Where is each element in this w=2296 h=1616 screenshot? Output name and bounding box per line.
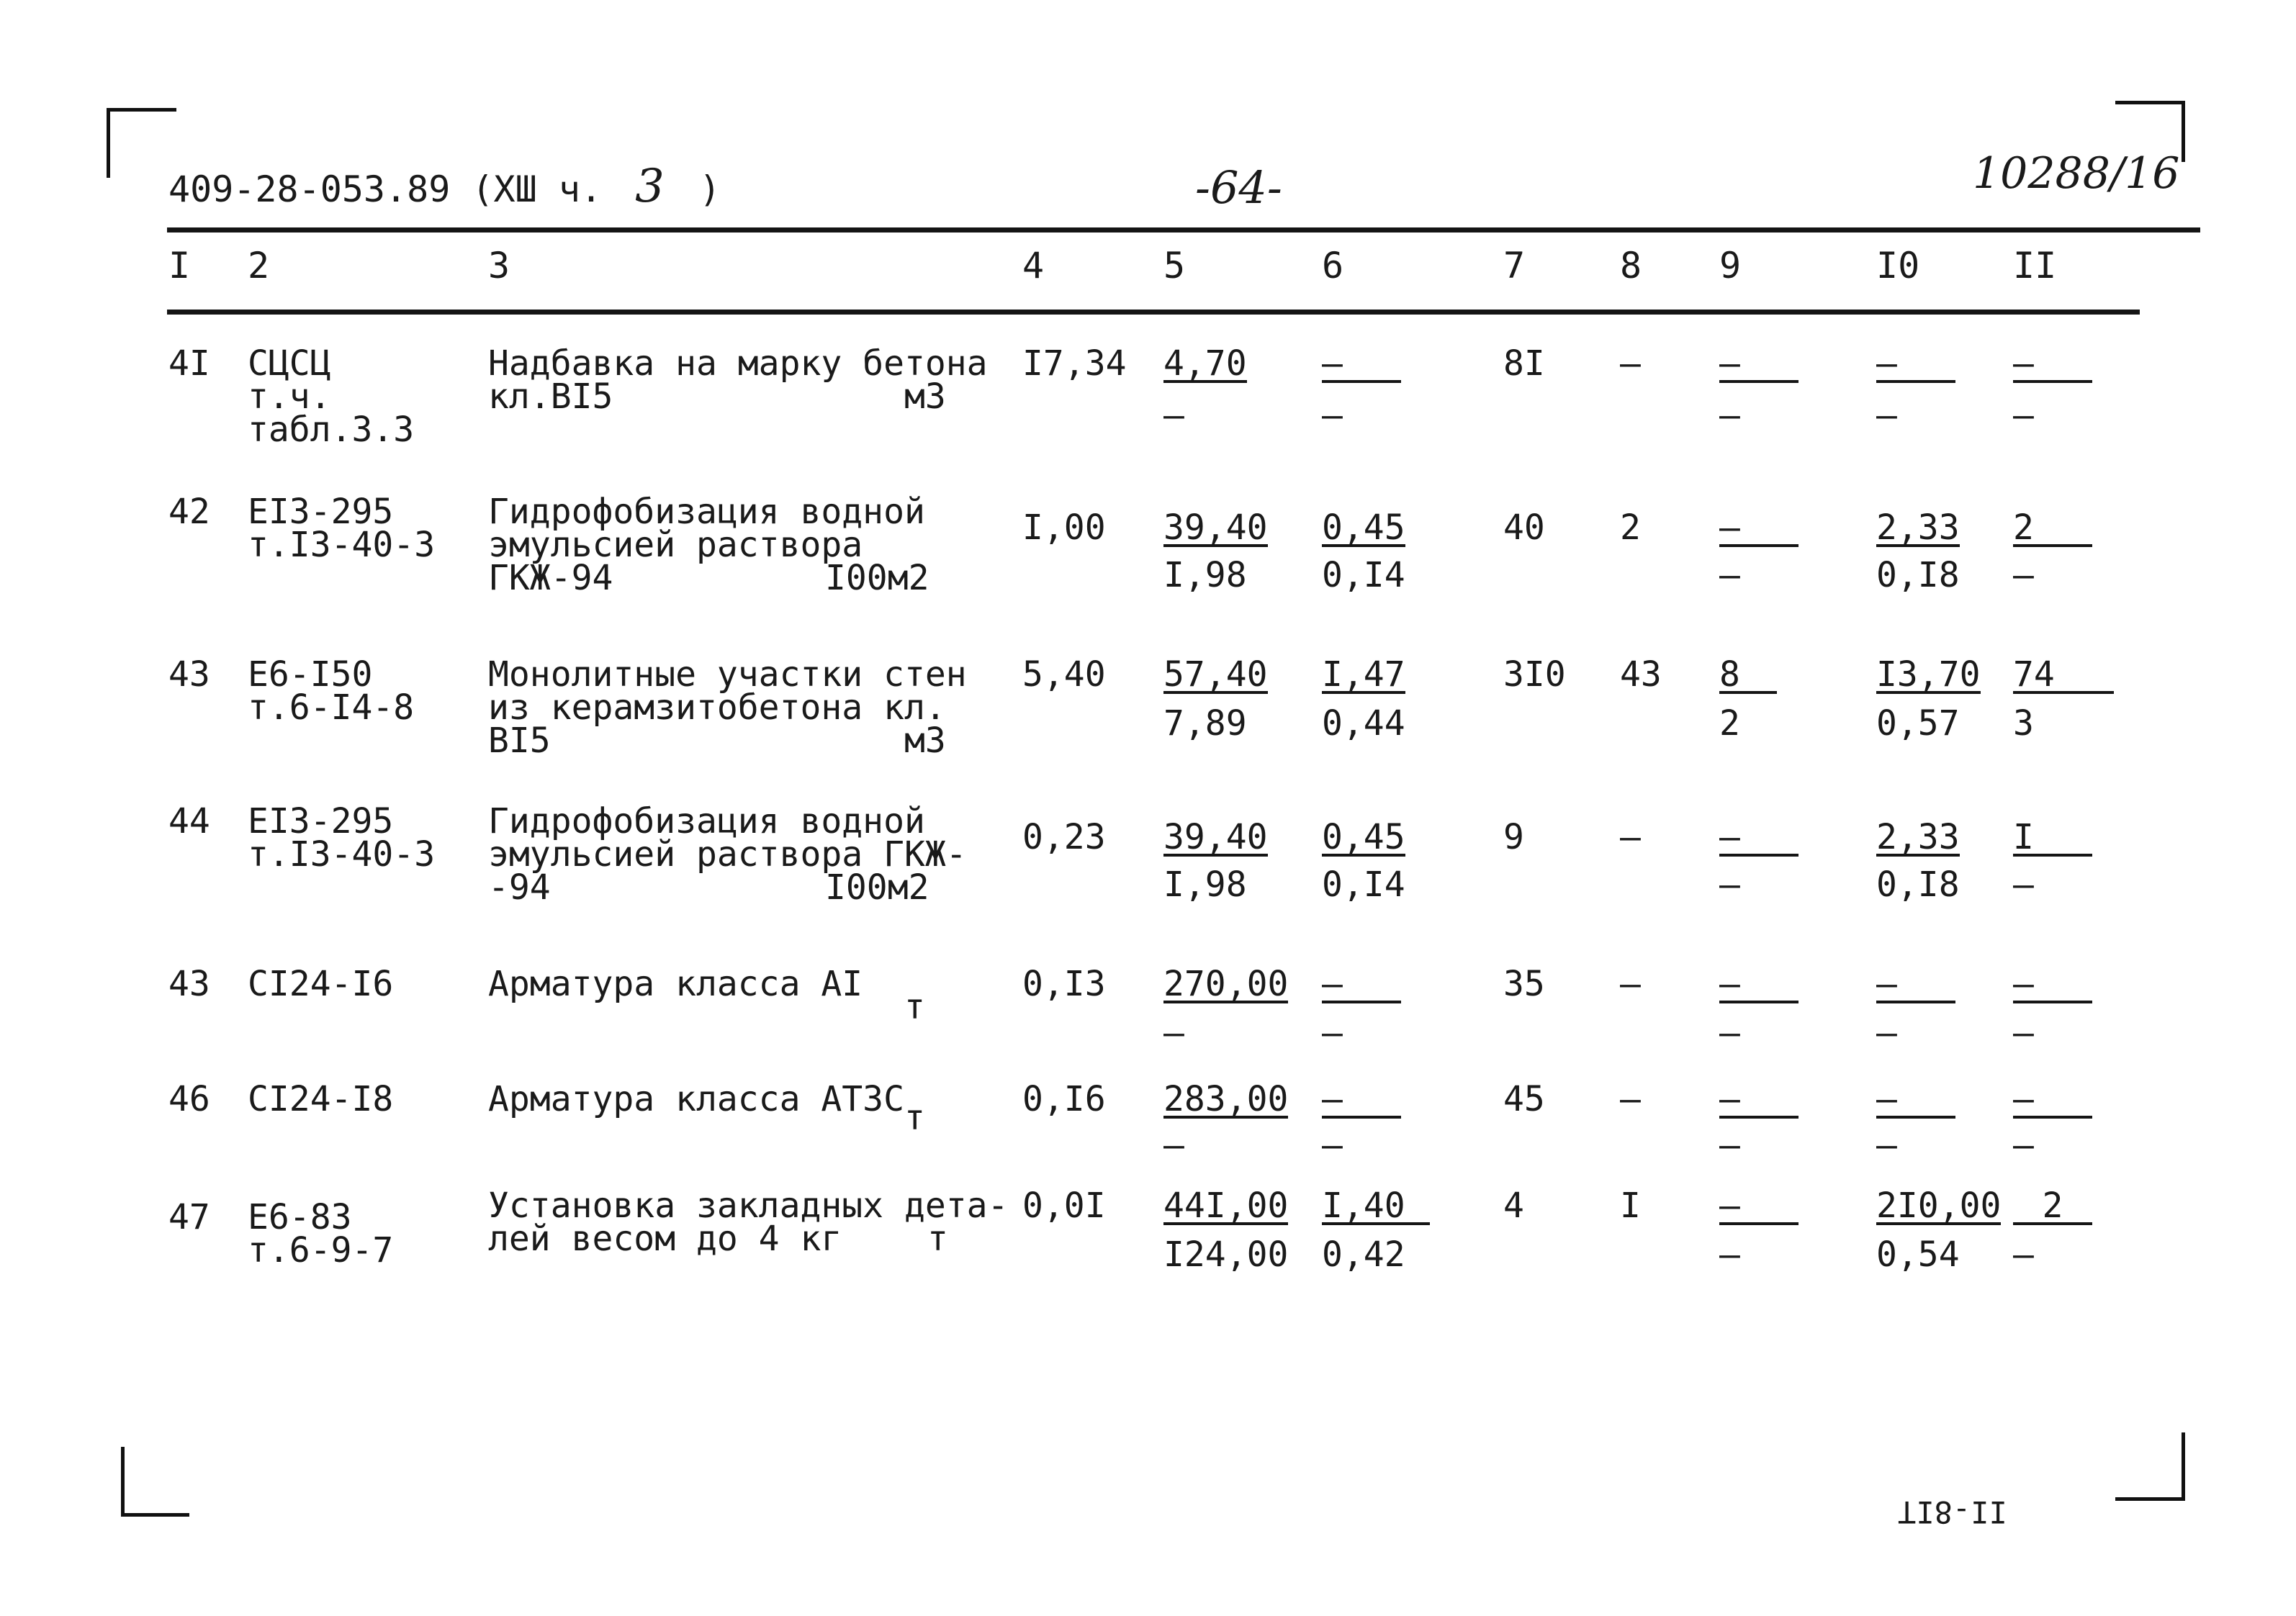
labour-per-unit-mach: 0,I8 <box>1876 865 1960 905</box>
machine-cost-wages: 0,I4 <box>1322 865 1405 905</box>
rate-code: т.6-I4-8 <box>248 687 415 728</box>
corner-mark-bottom-left <box>121 1447 189 1517</box>
labour-total: 74 <box>2013 658 2114 694</box>
machine-cost-wages: – <box>1322 1125 1343 1165</box>
machine-total: 8 <box>1719 658 1777 694</box>
work-description: Монолитные участки стен <box>488 654 967 695</box>
rate-code: т.ч. <box>248 376 331 417</box>
machine-cost: I,40 <box>1322 1189 1430 1225</box>
labour-total-mach: – <box>2013 395 2034 435</box>
unit-cost: 270,00 <box>1163 964 1289 1004</box>
labour-per-unit-mach: 0,57 <box>1876 703 1960 744</box>
sheet-reference: 10288/16 <box>1973 148 2180 199</box>
rate-code: CI24-I8 <box>248 1079 394 1119</box>
machine-cost: 0,45 <box>1322 817 1405 857</box>
rate-code: EI3-295 <box>248 492 394 532</box>
work-description: -94 <box>488 867 551 908</box>
unit: I00м2 <box>825 558 929 598</box>
work-description: эмульсией раствора <box>488 525 863 565</box>
column-header: 4 <box>1022 245 1045 286</box>
unit-cost: 39,40 <box>1163 817 1268 857</box>
quantity: 5,40 <box>1022 654 1106 695</box>
quantity: 0,0I <box>1022 1186 1106 1226</box>
machine-cost: – <box>1322 1083 1401 1119</box>
work-description: Арматура класса АI <box>488 964 863 1004</box>
rate-code: E6-83 <box>248 1197 352 1237</box>
part-number: 3 <box>635 160 665 213</box>
row-number: 43 <box>168 964 210 1004</box>
column-header: 2 <box>248 245 270 286</box>
quantity: 0,I3 <box>1022 964 1106 1004</box>
rate-code: EI3-295 <box>248 801 394 841</box>
total-cost: 4 <box>1503 1186 1524 1226</box>
table-top-rule <box>167 227 2200 233</box>
column-header: I <box>168 245 191 286</box>
unit-cost: 4,70 <box>1163 343 1247 384</box>
unit: м3 <box>904 721 946 761</box>
column-header: 5 <box>1163 245 1186 286</box>
labour-total-mach: – <box>2013 1234 2034 1275</box>
rate-code: т.I3-40-3 <box>248 525 436 565</box>
work-description: Гидрофобизация водной <box>488 801 925 841</box>
labour-per-unit: 2,33 <box>1876 507 1960 548</box>
row-number: 43 <box>168 654 210 695</box>
work-description: Установка закладных дета- <box>488 1186 1009 1226</box>
unit-cost: 57,40 <box>1163 654 1268 695</box>
machine-cost-wages: – <box>1322 1013 1343 1053</box>
unit-cost: 39,40 <box>1163 507 1268 548</box>
machine-total: – <box>1719 967 1798 1003</box>
corner-mark-bottom-right <box>2115 1432 2185 1501</box>
machine-cost: I,47 <box>1322 654 1405 695</box>
quantity: I7,34 <box>1022 343 1127 384</box>
column-header: 7 <box>1503 245 1526 286</box>
work-description: из керамзитобетона кл. <box>488 687 946 728</box>
work-description: BI5 <box>488 721 551 761</box>
row-number: 4I <box>168 343 210 384</box>
column-header: 6 <box>1322 245 1344 286</box>
table-header-rule <box>167 310 2140 315</box>
rate-code: табл.3.3 <box>248 410 415 450</box>
quantity: I,00 <box>1022 507 1106 548</box>
wages-total: 2 <box>1620 507 1641 548</box>
work-description: эмульсией раствора ГКЖ- <box>488 834 967 875</box>
labour-total-mach: – <box>2013 865 2034 905</box>
column-header: I0 <box>1876 245 1920 286</box>
close-paren: ) <box>699 168 721 210</box>
labour-per-unit: I3,70 <box>1876 654 1981 695</box>
labour-per-unit-mach: – <box>1876 1125 1897 1165</box>
wages-total: – <box>1620 343 1641 384</box>
rate-code: СЦСЦ <box>248 343 331 384</box>
labour-per-unit-mach: 0,I8 <box>1876 555 1960 595</box>
rate-code: E6-I50 <box>248 654 373 695</box>
row-number: 44 <box>168 801 210 841</box>
footer-stamp: II-8IT <box>1898 1494 2007 1530</box>
unit-cost-wages: – <box>1163 395 1184 435</box>
machine-total-wages: 2 <box>1719 703 1740 744</box>
machine-cost-wages: 0,I4 <box>1322 555 1405 595</box>
column-header: II <box>2013 245 2057 286</box>
wages-total: I <box>1620 1186 1641 1226</box>
machine-cost: 0,45 <box>1322 507 1405 548</box>
labour-total-mach: – <box>2013 1013 2034 1053</box>
page-number: -64- <box>1195 161 1282 214</box>
row-number: 42 <box>168 492 210 532</box>
machine-total-wages: – <box>1719 395 1740 435</box>
machine-total-wages: – <box>1719 865 1740 905</box>
machine-total-wages: – <box>1719 1125 1740 1165</box>
total-cost: 35 <box>1503 964 1545 1004</box>
machine-total: – <box>1719 1083 1798 1119</box>
rate-code: CI24-I6 <box>248 964 394 1004</box>
doc-code: 409-28-053.89 (XШ ч. <box>168 168 603 210</box>
work-description: Надбавка на марку бетона <box>488 343 988 384</box>
unit-cost-wages: – <box>1163 1125 1184 1165</box>
unit: т <box>904 987 925 1027</box>
labour-total: – <box>2013 1083 2092 1119</box>
unit: т <box>904 1098 925 1138</box>
unit-cost-wages: I,98 <box>1163 865 1247 905</box>
work-description: Гидрофобизация водной <box>488 492 925 532</box>
column-header: 8 <box>1620 245 1642 286</box>
labour-total-mach: – <box>2013 555 2034 595</box>
total-cost: 9 <box>1503 817 1524 857</box>
machine-total-wages: – <box>1719 555 1740 595</box>
labour-total: 2 <box>2013 511 2092 547</box>
rate-code: т.I3-40-3 <box>248 834 436 875</box>
quantity: 0,I6 <box>1022 1079 1106 1119</box>
unit-cost: 283,00 <box>1163 1079 1289 1119</box>
wages-total: – <box>1620 1079 1641 1119</box>
labour-per-unit: – <box>1876 347 1955 383</box>
rate-code: т.6-9-7 <box>248 1230 394 1270</box>
machine-cost-wages: 0,44 <box>1322 703 1405 744</box>
labour-total: – <box>2013 967 2092 1003</box>
machine-cost: – <box>1322 347 1401 383</box>
labour-total-mach: – <box>2013 1125 2034 1165</box>
quantity: 0,23 <box>1022 817 1106 857</box>
labour-total-mach: 3 <box>2013 703 2034 744</box>
machine-total-wages: – <box>1719 1013 1740 1053</box>
work-description: кл.BI5 <box>488 376 613 417</box>
labour-total: – <box>2013 347 2092 383</box>
labour-total: 2 <box>2013 1189 2092 1225</box>
row-number: 47 <box>168 1197 210 1237</box>
document-code <box>168 160 721 213</box>
unit: т <box>927 1219 948 1259</box>
work-description: ГКЖ-94 <box>488 558 613 598</box>
machine-total-wages: – <box>1719 1234 1740 1275</box>
machine-total: – <box>1719 821 1798 857</box>
labour-per-unit-mach: – <box>1876 1013 1897 1053</box>
wages-total: – <box>1620 964 1641 1004</box>
labour-per-unit: 2,33 <box>1876 817 1960 857</box>
column-header: 3 <box>488 245 510 286</box>
row-number: 46 <box>168 1079 210 1119</box>
machine-total: – <box>1719 511 1798 547</box>
corner-mark-top-left <box>107 108 176 178</box>
unit-cost: 44I,00 <box>1163 1186 1289 1226</box>
labour-per-unit-mach: – <box>1876 395 1897 435</box>
labour-per-unit: – <box>1876 967 1955 1003</box>
labour-per-unit: – <box>1876 1083 1955 1119</box>
total-cost: 8I <box>1503 343 1545 384</box>
total-cost: 45 <box>1503 1079 1545 1119</box>
machine-cost-wages: 0,42 <box>1322 1234 1405 1275</box>
work-description: Арматура класса АТ3С <box>488 1079 904 1119</box>
unit: м3 <box>904 376 946 417</box>
column-header: 9 <box>1719 245 1742 286</box>
labour-per-unit-mach: 0,54 <box>1876 1234 1960 1275</box>
machine-total: – <box>1719 1189 1798 1225</box>
unit-cost-wages: I24,00 <box>1163 1234 1289 1275</box>
unit-cost-wages: – <box>1163 1013 1184 1053</box>
labour-per-unit: 2I0,00 <box>1876 1186 2002 1226</box>
work-description: лей весом до 4 кг <box>488 1219 842 1259</box>
labour-total: I <box>2013 821 2092 857</box>
total-cost: 40 <box>1503 507 1545 548</box>
machine-cost: – <box>1322 967 1401 1003</box>
total-cost: 3I0 <box>1503 654 1566 695</box>
unit-cost-wages: I,98 <box>1163 555 1247 595</box>
wages-total: – <box>1620 817 1641 857</box>
machine-cost-wages: – <box>1322 395 1343 435</box>
unit-cost-wages: 7,89 <box>1163 703 1247 744</box>
machine-total: – <box>1719 347 1798 383</box>
wages-total: 43 <box>1620 654 1662 695</box>
unit: I00м2 <box>825 867 929 908</box>
